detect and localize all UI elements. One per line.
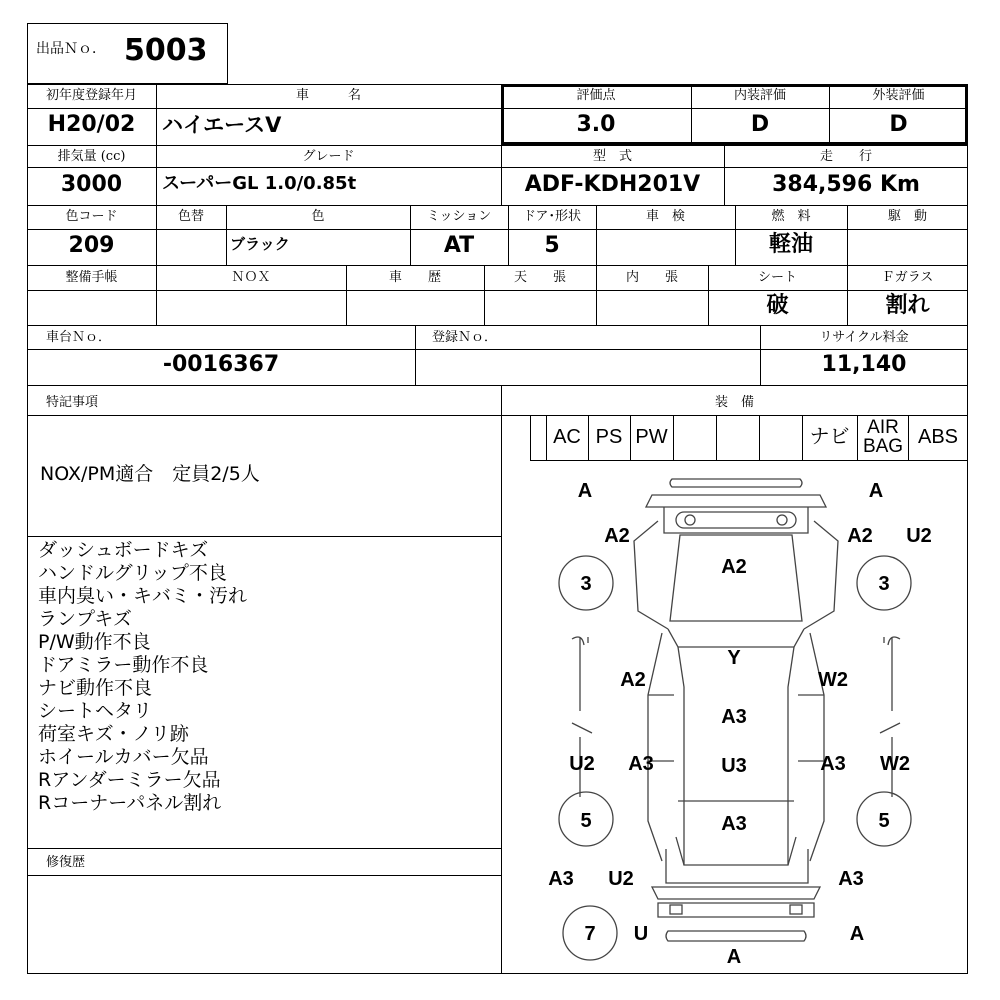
equip-ps: PS — [595, 426, 623, 448]
notes-list — [38, 539, 247, 815]
damage-mark: A2 — [620, 669, 646, 691]
transmission-label: ミッション — [426, 209, 492, 224]
note-line: ドアミラー動作不良 — [38, 654, 209, 676]
note-line: P/W動作不良 — [38, 631, 151, 653]
damage-mark: 5 — [580, 810, 592, 832]
recycle-value: 11,140 — [821, 352, 907, 377]
equip-airbag: AIR BAG — [862, 417, 904, 457]
color-change-label: 色替 — [177, 209, 204, 224]
damage-mark: 5 — [878, 810, 890, 832]
fuel-label: 燃 料 — [771, 209, 811, 224]
seat-label: シート — [757, 270, 797, 285]
damage-mark: U2 — [608, 868, 634, 890]
damage-mark: A3 — [820, 753, 846, 775]
first-reg-value: H20/02 — [47, 112, 136, 137]
color-label: 色 — [311, 209, 325, 224]
damage-mark: A2 — [604, 525, 630, 547]
repair-history-label: 修復歴 — [46, 855, 86, 870]
recycle-label: リサイクル料金 — [819, 330, 909, 345]
first-reg-label: 初年度登録年月 — [45, 88, 137, 103]
model-value: ADF-KDH201V — [524, 172, 701, 197]
damage-mark: 3 — [580, 573, 592, 595]
equip-pw: PW — [635, 426, 668, 448]
damage-mark: A — [849, 923, 865, 945]
mileage-label: 走 行 — [819, 149, 872, 164]
equip-ac: AC — [553, 426, 581, 448]
note-line: Rコーナーパネル割れ — [38, 792, 222, 814]
equip-navi: ナビ — [809, 426, 850, 448]
reg-no-label: 登録Ｎｏ． — [432, 330, 498, 345]
note-line: 車内臭い・キバミ・汚れ — [38, 585, 248, 607]
mileage-value: 384,596 Km — [772, 172, 920, 197]
damage-mark: A — [868, 480, 884, 502]
inspection-label: 車 検 — [645, 209, 685, 224]
damage-mark: A2 — [847, 525, 873, 547]
fuel-value: 軽油 — [768, 232, 813, 257]
grade-label: グレード — [302, 149, 355, 164]
glass-value: 割れ — [885, 293, 930, 318]
grade-value: スーパーGL 1.0/0.85t — [162, 173, 357, 194]
interior-value: D — [750, 112, 770, 137]
damage-mark: 3 — [878, 573, 890, 595]
doors-label: ドア･形状 — [522, 209, 582, 224]
damage-mark: A — [726, 946, 742, 968]
lining-label: 内 張 — [625, 270, 678, 285]
history-label: 車 歴 — [388, 270, 441, 285]
interior-label: 内装評価 — [733, 88, 786, 103]
note-line: 荷室キズ・ノリ跡 — [38, 723, 189, 745]
note-line: シートヘタリ — [38, 700, 153, 722]
color-code-value: 209 — [68, 233, 115, 258]
lot-number: 5003 — [124, 33, 208, 68]
car-name-value: ハイエースV — [162, 113, 282, 137]
chassis-label: 車台Ｎｏ． — [46, 330, 112, 345]
damage-mark: U3 — [721, 755, 747, 777]
displacement-label: 排気量 (cc) — [57, 149, 126, 164]
note-line: ホイールカバー欠品 — [38, 746, 209, 768]
color-code-label: 色コード — [65, 209, 118, 224]
equip-abs: ABS — [917, 426, 959, 448]
model-label: 型 式 — [592, 149, 632, 164]
damage-mark: A — [577, 480, 593, 502]
damage-mark: A3 — [721, 706, 747, 728]
note-line: ダッシュボードキズ — [38, 539, 209, 561]
lot-number-label: 出品Ｎｏ． — [36, 41, 106, 57]
damage-mark: U2 — [906, 525, 932, 547]
damage-mark: Y — [727, 647, 741, 669]
ceiling-label: 天 張 — [513, 270, 566, 285]
transmission-value: AT — [443, 233, 475, 258]
equipment-label: 装 備 — [714, 395, 754, 410]
note-line: ランプキズ — [38, 608, 132, 630]
score-value: 3.0 — [576, 112, 616, 137]
damage-mark: A3 — [721, 813, 747, 835]
chassis-value: -0016367 — [162, 352, 280, 377]
car-name-label: 車 名 — [295, 88, 361, 103]
damage-mark: A3 — [838, 868, 864, 890]
damage-mark: A3 — [548, 868, 574, 890]
score-label: 評価点 — [576, 88, 616, 103]
damage-mark: U — [633, 923, 649, 945]
note-line: ナビ動作不良 — [38, 677, 153, 699]
damage-mark: A2 — [721, 556, 747, 578]
note-line: ハンドルグリップ不良 — [38, 562, 227, 584]
damage-mark: 7 — [584, 923, 596, 945]
maintenance-label: 整備手帳 — [65, 270, 118, 285]
notes-label: 特記事項 — [46, 395, 99, 410]
seat-value: 破 — [766, 293, 789, 318]
damage-mark: A3 — [628, 753, 654, 775]
note-line: Rアンダーミラー欠品 — [38, 769, 221, 791]
damage-mark: W2 — [880, 753, 910, 775]
nox-label: ＮＯＸ — [231, 270, 271, 285]
glass-label: Ｆガラス — [881, 270, 934, 285]
doors-value: 5 — [544, 233, 560, 258]
notes-main: NOX/PM適合 定員2/5人 — [40, 463, 260, 485]
exterior-label: 外装評価 — [872, 88, 925, 103]
damage-mark: W2 — [818, 669, 848, 691]
drive-label: 駆 動 — [887, 209, 927, 224]
displacement-value: 3000 — [60, 172, 123, 197]
exterior-value: D — [889, 112, 908, 137]
color-value: ブラック — [230, 235, 290, 253]
damage-mark: U2 — [569, 753, 595, 775]
